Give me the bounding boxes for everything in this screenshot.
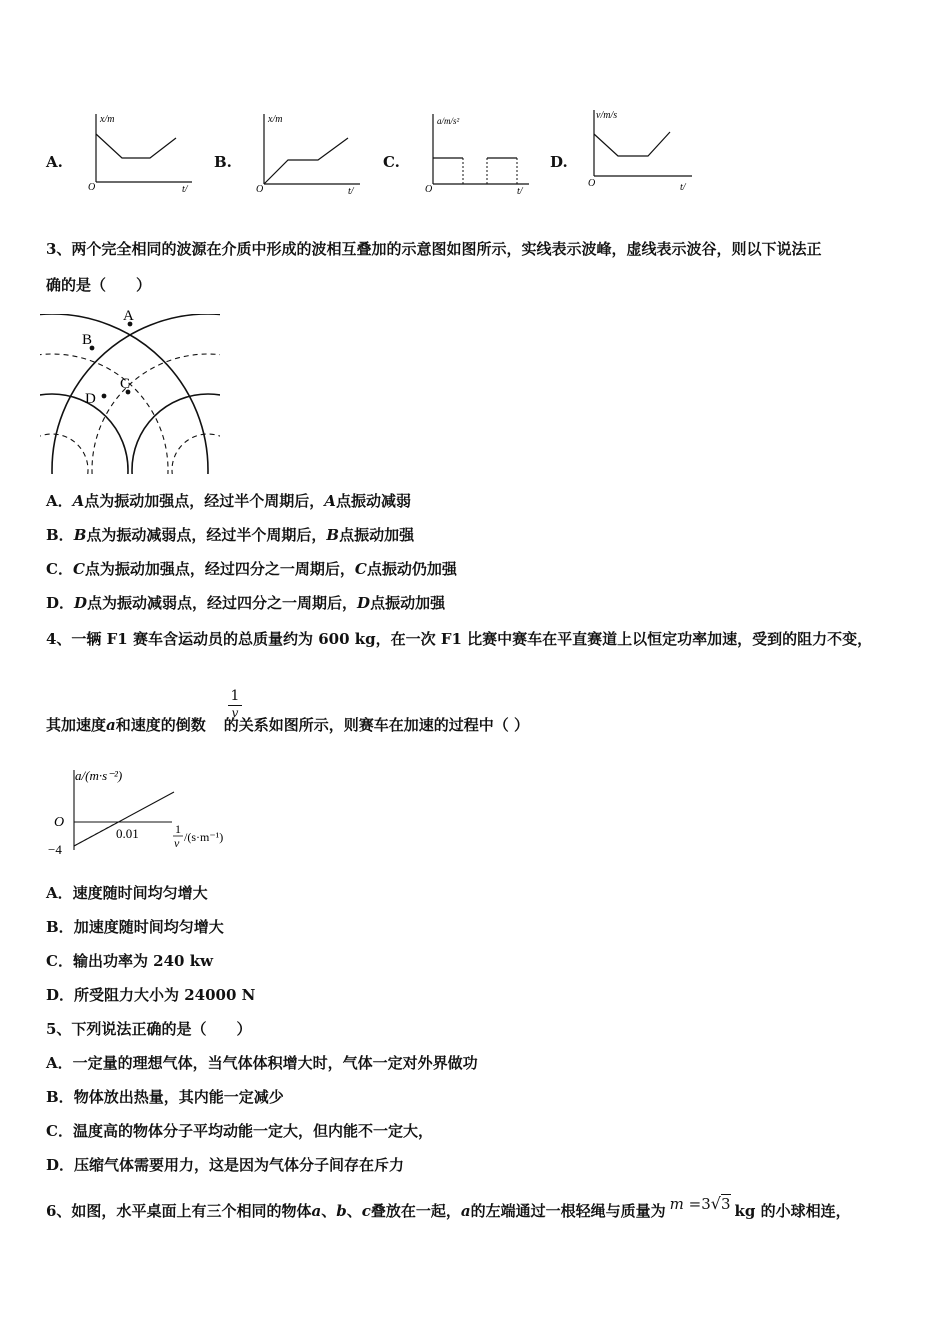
q3-option-d[interactable]: D．D点为振动减弱点，经过四分之一周期后，D点振动加强 [46,594,446,612]
q5-option-c[interactable]: C．温度高的物体分子平均动能一定大，但内能不一定大， [46,1122,433,1140]
q2-graph-c [425,110,535,195]
q2-c-origin: O [425,184,433,195]
wave-point-a-label: A [123,308,134,324]
q2-d-xlabel: t/ [680,182,686,193]
q2-d-ylabel: v/m/s [596,110,618,121]
q2-b-ylabel: x/m [268,114,283,125]
q4-origin: O [54,815,65,830]
wave-point-c-label: C [120,376,131,392]
q2-d-origin: O [588,178,596,189]
q4-option-c[interactable]: C．输出功率为 240 kw [46,952,214,970]
q5-option-b[interactable]: B．物体放出热量，其内能一定减少 [46,1088,284,1106]
q2-c-ylabel: a/m/s² [437,116,460,126]
q3-option-a[interactable]: A．A点为振动加强点，经过半个周期后，A点振动减弱 [46,492,411,510]
wave-point-b-label: B [82,332,93,348]
q5-option-a[interactable]: A．一定量的理想气体，当气体体积增大时，气体一定对外界做功 [46,1054,478,1072]
q4-fraction: 1 v [228,688,242,720]
q6-mass-formula: m =3√3 [669,1194,731,1213]
q5-option-d[interactable]: D．压缩气体需要用力，这是因为气体分子间存在斥力 [46,1156,405,1174]
q4-neg-tick: −4 [48,842,62,857]
q2-option-a-label: A. [46,153,63,171]
q3-stem-line2: 确的是（ ） [46,276,152,294]
q2-c-xlabel: t/ [517,186,523,195]
q4-stem-line1: 4、一辆 F1 赛车含运动员的总质量约为 600 kg，在一次 F1 比赛中赛车在平直赛道上以恒定功率加速，受到的阻力不变， [46,630,873,648]
q2-graph-a [88,110,198,195]
q2-option-c-label: C. [383,153,400,171]
q3-option-b[interactable]: B．B点为振动减弱点，经过半个周期后，B点振动加强 [46,526,415,544]
q4-xlabel-num: 1 [175,822,181,836]
q2-graph-b [256,110,366,195]
q4-option-d[interactable]: D．所受阻力大小为 24000 N [46,986,256,1004]
q3-stem-line1: 3、两个完全相同的波源在介质中形成的波相互叠加的示意图如图所示，实线表示波峰，虚线表示波谷，则以下说法正 [46,240,822,258]
q6-stem: 6、如图，水平桌面上有三个相同的物体a、b、c叠放在一起，a的左端通过一根轻绳与质量为 m =3√3 kg 的小球相连， [46,1194,851,1220]
q3-option-c[interactable]: C．C点为振动加强点，经过四分之一周期后，C点振动仍加强 [46,560,457,578]
q5-stem: 5、下列说法正确的是（ ） [46,1020,252,1038]
q4-option-b[interactable]: B．加速度随时间均匀增大 [46,918,224,936]
q2-a-xlabel: t/ [182,184,188,195]
q4-a-vs-inv-v-graph [44,764,254,864]
q4-xlabel-den: v [174,836,180,850]
q2-a-ylabel: x/m [100,114,115,125]
q2-graph-d [586,104,701,194]
q4-option-a[interactable]: A．速度随时间均匀增大 [46,884,208,902]
q2-option-b-label: B. [214,153,232,171]
q4-xlabel-unit: /(s·m⁻¹) [184,830,224,844]
wave-interference-figure [40,300,220,475]
wave-point-d-label: D [85,391,96,407]
q2-option-d-label: D. [550,153,568,171]
q4-ylabel: a/(m·s⁻²) [75,768,123,783]
q2-b-xlabel: t/ [348,186,354,195]
q2-b-origin: O [256,184,264,195]
q4-x-tick: 0.01 [116,826,139,841]
q4-stem-line2: 其加速度a和速度的倒数 的关系如图所示，则赛车在加速的过程中（ ） [46,716,529,734]
q2-a-origin: O [88,182,96,193]
